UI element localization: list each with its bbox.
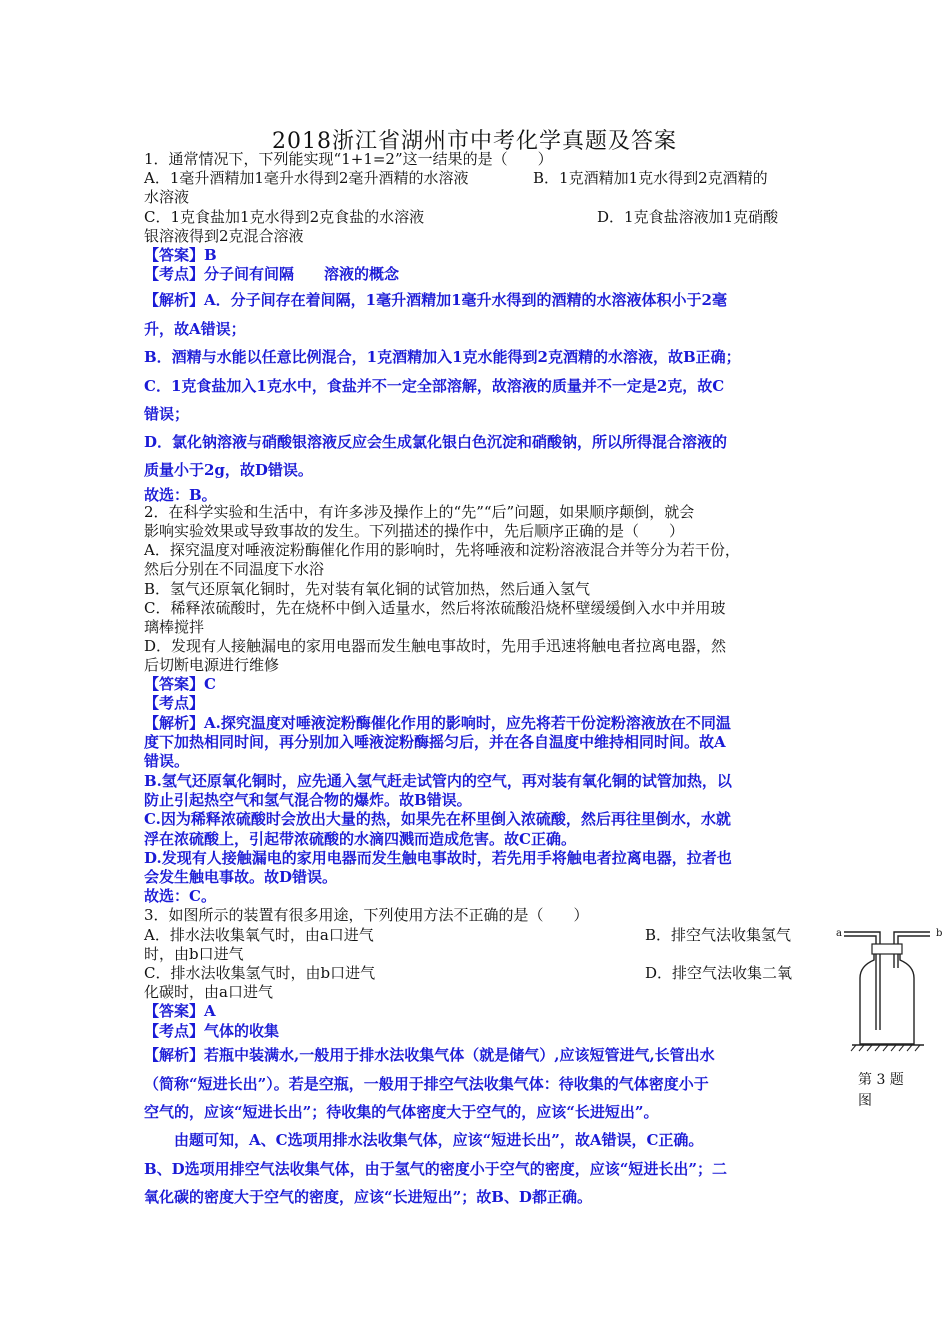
q1-jiexi-tag: 【解析】 xyxy=(144,291,205,309)
q3-jiexi-text: 若瓶中装满水,一般用于排水法收集气体（就是储气）,应该短管进气,长管出水 xyxy=(204,1046,715,1064)
q1-jiexi-line: B．酒精与水能以任意比例混合，1克酒精加入1克水能得到2克酒精的水溶液，故B正确； xyxy=(144,348,741,366)
q2-option-d-cont: 后切断电源进行维修 xyxy=(144,656,280,674)
q2-jiexi-line: D.发现有人接触漏电的家用电器而发生触电事故时，若先用手将触电者拉离电器，拉者也 xyxy=(144,849,732,867)
q1-option-a: A．1毫升酒精加1毫升水得到2毫升酒精的水溶液 xyxy=(144,169,469,187)
q3-option-d-cont: 化碳时，由a口进气 xyxy=(144,983,273,1001)
q2-jiexi-tag: 【解析】 xyxy=(144,714,205,732)
q1-jiexi-line: 质量小于2g，故D错误。 xyxy=(144,461,313,479)
q1-kaodian xyxy=(144,265,814,284)
q3-jiexi-line: B、D选项用排空气法收集气体，由于氢气的密度小于空气的密度，应该“短进长出”；二 xyxy=(144,1160,727,1178)
q3-jiexi-line: 氧化碳的密度大于空气的密度，应该“长进短出”；故B、D都正确。 xyxy=(144,1188,592,1206)
page-title: 2018浙江省湖州市中考化学真题及答案 xyxy=(272,129,677,154)
q1-kaodian-text: 分子间有间隔 溶液的概念 xyxy=(204,265,400,283)
q2-jiexi-line: 浮在浓硫酸上，引起带浓硫酸的水滴四溅而造成危害。故C正确。 xyxy=(144,830,576,848)
q3-kaodian-text: 气体的收集 xyxy=(204,1022,280,1040)
q2-option-c-cont: 璃棒搅拌 xyxy=(144,618,205,636)
q2-jiexi-text: A.探究温度对唾液淀粉酶催化作用的影响时，应先将若干份淀粉溶液放在不同温 xyxy=(204,714,731,732)
q3-jiexi-line: 由题可知，A、C选项用排水法收集气体，应该“短进长出”，故A错误，C正确。 xyxy=(144,1131,704,1149)
q3-jiexi-line: （简称“短进长出”）。若是空瓶，一般用于排空气法收集气体：待收集的气体密度小于 xyxy=(144,1075,709,1093)
q1-option-b: B．1克酒精加1克水得到2克酒精的 xyxy=(533,169,768,187)
q3-jiexi-tag: 【解析】 xyxy=(144,1046,205,1064)
q3-option-c: C．排水法收集氢气时，由b口进气 xyxy=(144,964,376,982)
q2-guxuan: 故选：C。 xyxy=(144,887,216,905)
bottle-stopper xyxy=(872,944,902,954)
q2-stem-cont: 影响实验效果或导致事故的发生。下列描述的操作中，先后顺序正确的是（ ） xyxy=(144,522,685,540)
q2-jiexi-line xyxy=(144,714,814,733)
q3-option-b: B．排空气法收集氢气 xyxy=(645,926,792,944)
fig-label-b: b xyxy=(936,928,943,939)
figure-caption: 第 3 题 xyxy=(858,1072,904,1088)
q1-option-c: C．1克食盐加1克水得到2克食盐的水溶液 xyxy=(144,208,425,226)
q1-option-b-cont: 水溶液 xyxy=(144,188,190,206)
q2-jiexi-line: 防止引起热空气和氢气混合物的爆炸。故B错误。 xyxy=(144,791,472,809)
gas-bottle-figure xyxy=(832,918,944,1068)
q2-jiexi-line: 错误。 xyxy=(144,752,190,770)
q1-jiexi-line: 错误； xyxy=(144,405,190,423)
q2-option-a-cont: 然后分别在不同温度下水浴 xyxy=(144,560,325,578)
q3-stem: 3．如图所示的装置有很多用途，下列使用方法不正确的是（ ） xyxy=(144,906,589,924)
q1-jiexi-text: A．分子间存在着间隔，1毫升酒精加1毫升水得到的酒精的水溶液体积小于2毫 xyxy=(204,291,727,309)
q3-jiexi-line: 空气的，应该“短进长出”；待收集的气体密度大于空气的，应该“长进短出”。 xyxy=(144,1103,659,1121)
fig-label-a: a xyxy=(836,928,842,939)
q1-jiexi-line: C．1克食盐加入1克水中，食盐并不一定全部溶解，故溶液的质量并不一定是2克，故C xyxy=(144,377,725,395)
q3-jiexi-line xyxy=(144,1046,804,1065)
short-tube-b-inner xyxy=(898,936,930,968)
q1-stem: 1．通常情况下，下列能实现“1+1=2”这一结果的是（ ） xyxy=(144,150,553,168)
q2-jiexi-line: B.氢气还原氧化铜时，应先通入氢气赶走试管内的空气，再对装有氧化铜的试管加热，以 xyxy=(144,772,732,790)
ground-hatch xyxy=(851,1045,920,1051)
q2-kaodian: 【考点】 xyxy=(144,694,205,712)
q1-answer: 【答案】B xyxy=(144,246,217,264)
q2-stem: 2．在科学实验和生活中，有许多涉及操作上的“先”“后”问题，如果顺序颠倒，就会 xyxy=(144,503,695,521)
q1-kaodian-tag: 【考点】 xyxy=(144,265,205,283)
figure-caption-cont: 图 xyxy=(858,1093,872,1109)
q1-guxuan: 故选：B。 xyxy=(144,486,217,504)
q1-option-d: D．1克食盐溶液加1克硝酸 xyxy=(597,208,779,226)
q2-option-d: D．发现有人接触漏电的家用电器而发生触电事故时，先用手迅速将触电者拉离电器，然 xyxy=(144,637,727,655)
q1-jiexi-line: 升，故A错误； xyxy=(144,320,246,338)
bottle-body xyxy=(860,954,914,1044)
q2-option-c: C．稀释浓硫酸时，先在烧杯中倒入适量水，然后将浓硫酸沿烧杯壁缓缓倒入水中并用玻 xyxy=(144,599,726,617)
q3-option-b-cont: 时，由b口进气 xyxy=(144,945,244,963)
q1-option-d-cont: 银溶液得到2克混合溶液 xyxy=(144,227,304,245)
q1-jiexi-line: D．氯化钠溶液与硝酸银溶液反应会生成氯化银白色沉淀和硝酸钠，所以所得混合溶液的 xyxy=(144,433,728,451)
q2-jiexi-line: 会发生触电事故。故D错误。 xyxy=(144,868,338,886)
q3-kaodian xyxy=(144,1022,814,1041)
q3-answer: 【答案】A xyxy=(144,1002,216,1020)
q2-jiexi-line: C.因为稀释浓硫酸时会放出大量的热，如果先在杯里倒入浓硫酸，然后再往里倒水，水就 xyxy=(144,810,731,828)
q2-jiexi-line: 度下加热相同时间，再分别加入唾液淀粉酶摇匀后，并在各自温度中维持相同时间。故A xyxy=(144,733,726,751)
q1-jiexi-line xyxy=(144,291,814,310)
q3-option-a: A．排水法收集氧气时，由a口进气 xyxy=(144,926,374,944)
q3-option-d: D．排空气法收集二氧 xyxy=(645,964,793,982)
q3-kaodian-tag: 【考点】 xyxy=(144,1022,205,1040)
q2-option-b: B．氢气还原氧化铜时，先对装有氧化铜的试管加热，然后通入氢气 xyxy=(144,580,591,598)
q2-option-a: A．探究温度对唾液淀粉酶催化作用的影响时，先将唾液和淀粉溶液混合并等分为若干份， xyxy=(144,541,740,559)
q2-answer: 【答案】C xyxy=(144,675,216,693)
